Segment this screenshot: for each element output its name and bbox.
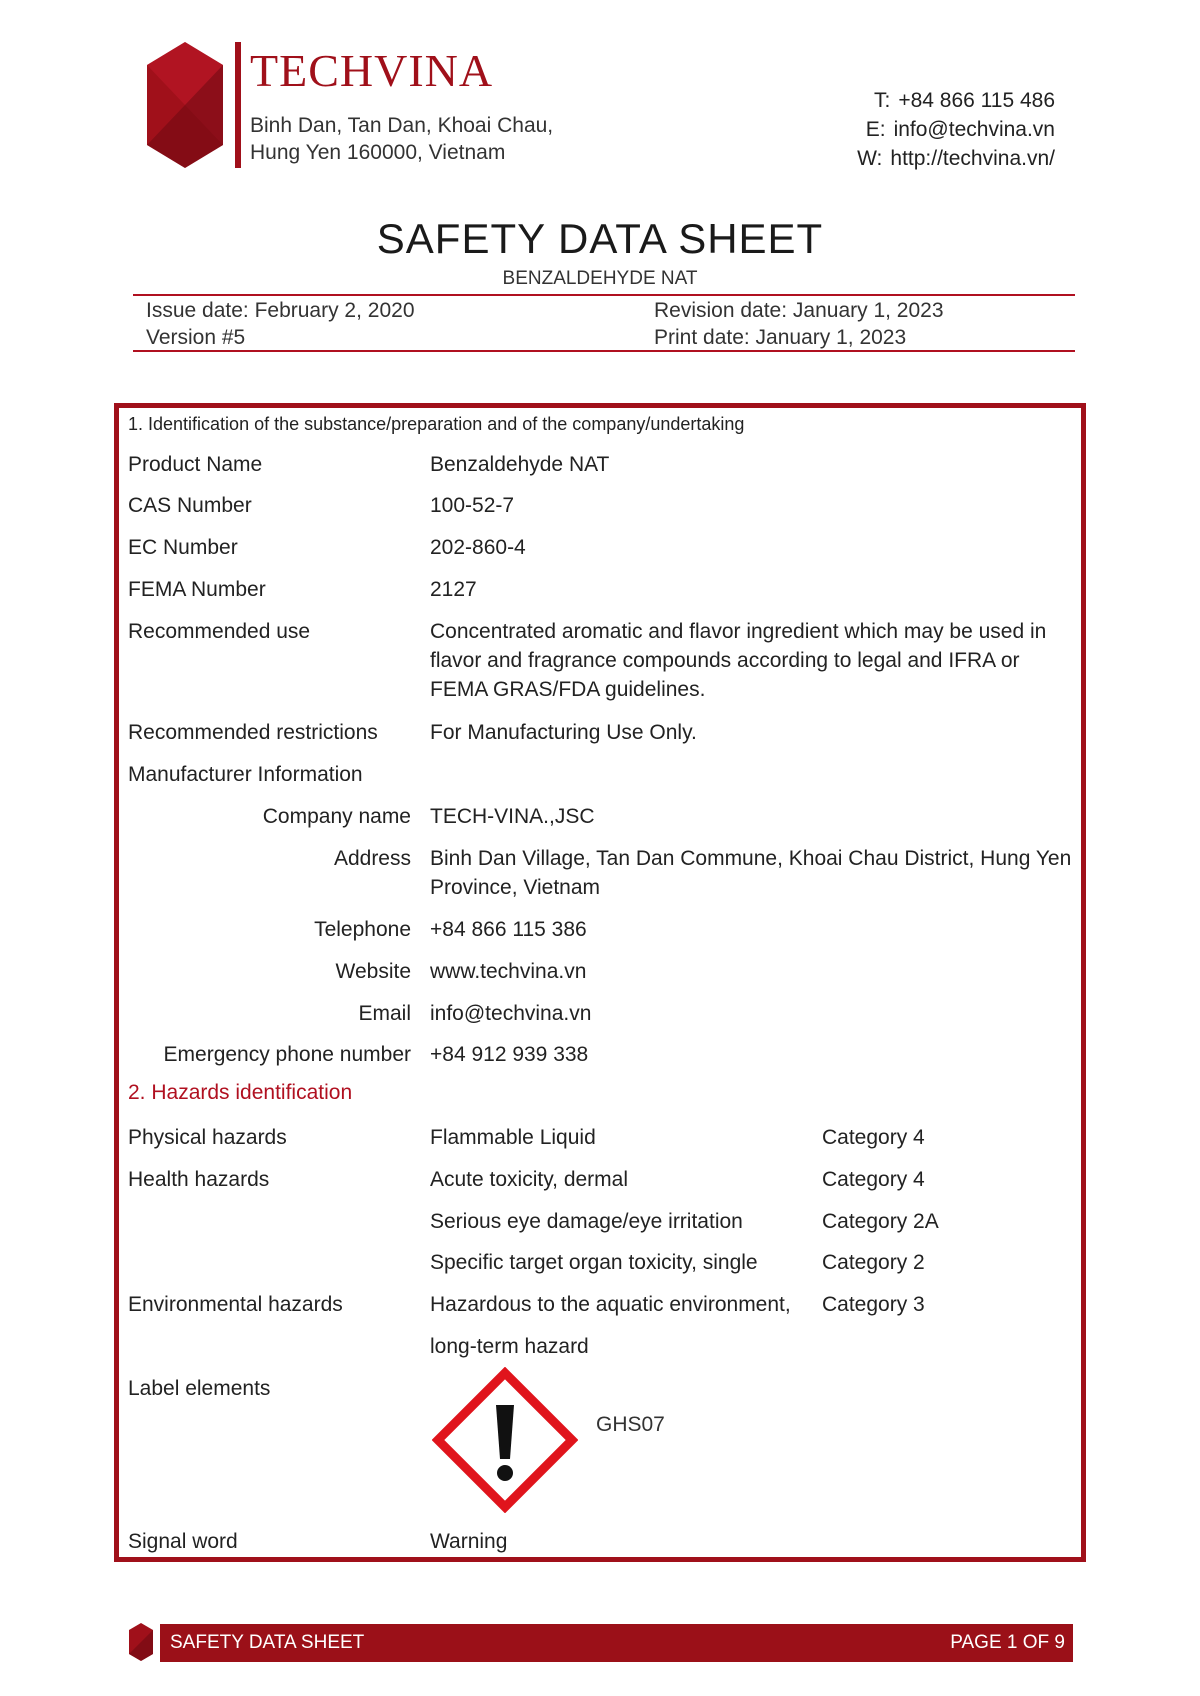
- hazard-eye-irritation: Serious eye damage/eye irritation: [430, 1210, 743, 1233]
- page-number: PAGE 1 OF 9: [950, 1632, 1065, 1653]
- contact-email: [755, 115, 1055, 144]
- recommended-restrictions-label: Recommended restrictions: [128, 721, 378, 744]
- document-subtitle: BENZALDEHYDE NAT: [502, 268, 698, 289]
- physical-hazards-label: Physical hazards: [128, 1126, 287, 1149]
- address-label: Address: [333, 847, 411, 870]
- website-value[interactable]: www.techvina.vn: [430, 960, 587, 983]
- product-name-value: Benzaldehyde NAT: [430, 453, 610, 476]
- address-line-1: Binh Dan, Tan Dan, Khoai Chau,: [250, 114, 554, 137]
- health-hazards-label: Health hazards: [128, 1168, 270, 1191]
- recommended-restrictions-value: For Manufacturing Use Only.: [430, 721, 697, 744]
- revision-date: Revision date: January 1, 2023: [654, 299, 944, 322]
- techvina-logo-icon: [145, 40, 225, 170]
- recommended-use-label: Recommended use: [128, 620, 311, 643]
- contact-website-label: W:: [857, 147, 883, 170]
- emergency-phone-value: +84 912 939 338: [430, 1043, 589, 1066]
- issue-date: Issue date: February 2, 2020: [146, 299, 415, 322]
- section-1-title: 1. Identification of the substance/preparation and of the company/undertaking: [128, 414, 745, 434]
- document-title: SAFETY DATA SHEET: [376, 215, 824, 262]
- contact-email-value[interactable]: info@techvina.vn: [893, 118, 1055, 141]
- email-label: Email: [358, 1002, 411, 1025]
- emergency-phone-label: Emergency phone number: [163, 1043, 411, 1066]
- telephone-value: +84 866 115 386: [430, 918, 587, 941]
- contact-phone-label: T:: [873, 89, 891, 112]
- address-line-2: Hung Yen 160000, Vietnam: [250, 141, 506, 164]
- signal-word-value: Warning: [430, 1530, 508, 1553]
- cas-number-value: 100-52-7: [430, 494, 515, 517]
- email-value[interactable]: info@techvina.vn: [430, 1002, 592, 1025]
- hazard-aquatic-longterm: long-term hazard: [430, 1335, 589, 1358]
- hazard-category: Category 4: [822, 1126, 925, 1149]
- exclamation-mark-diamond-icon: [432, 1367, 578, 1513]
- hazard-aquatic: Hazardous to the aquatic environment,: [430, 1293, 791, 1316]
- section-2-title: 2. Hazards identification: [128, 1081, 353, 1104]
- contact-email-label: E:: [865, 118, 886, 141]
- ec-number-value: 202-860-4: [430, 536, 526, 559]
- website-label: Website: [335, 960, 411, 983]
- hazard-category: Category 2A: [822, 1210, 939, 1233]
- pictogram-code: GHS07: [596, 1413, 665, 1436]
- address-value: Binh Dan Village, Tan Dan Commune, Khoai Chau District, Hung Yen Province, Vietnam: [430, 847, 1072, 899]
- hazard-target-organ: Specific target organ toxicity, single: [430, 1251, 758, 1274]
- footer-title: SAFETY DATA SHEET: [170, 1632, 365, 1653]
- hazard-category: Category 4: [822, 1168, 925, 1191]
- company-name-label: Company name: [262, 805, 411, 828]
- signal-word-label: Signal word: [128, 1530, 238, 1553]
- fema-number-label: FEMA Number: [128, 578, 266, 601]
- header-rule-bottom: [133, 350, 1075, 352]
- hazard-category: Category 2: [822, 1251, 925, 1274]
- print-date: Print date: January 1, 2023: [654, 326, 907, 349]
- company-name-value: TECH-VINA.,JSC: [430, 805, 595, 828]
- product-name-label: Product Name: [128, 453, 263, 476]
- version: Version #5: [146, 326, 246, 349]
- hazard-category: Category 3: [822, 1293, 925, 1316]
- fema-number-value: 2127: [430, 578, 477, 601]
- contact-website-value[interactable]: http://techvina.vn/: [890, 147, 1055, 170]
- footer-logo-icon: [128, 1622, 154, 1662]
- cas-number-label: CAS Number: [128, 494, 252, 517]
- hazard-acute-toxicity: Acute toxicity, dermal: [430, 1168, 629, 1191]
- company-address: [250, 112, 553, 166]
- label-elements-label: Label elements: [128, 1377, 271, 1400]
- hazard-flammable-liquid: Flammable Liquid: [430, 1126, 596, 1149]
- contact-block: [755, 86, 1055, 173]
- manufacturer-info-label: Manufacturer Information: [128, 763, 363, 786]
- recommended-use-value: Concentrated aromatic and flavor ingredient which may be used in flavor and fragrance compounds according to legal and IFRA or FEMA GRAS/FDA guidelines.: [430, 620, 1047, 701]
- contact-website: [755, 144, 1055, 173]
- company-brand: TECHVINA: [250, 45, 494, 96]
- logo-divider: [235, 42, 241, 168]
- ec-number-label: EC Number: [128, 536, 238, 559]
- telephone-label: Telephone: [314, 918, 411, 941]
- contact-phone-value: +84 866 115 486: [898, 89, 1055, 112]
- header-rule-top: [133, 294, 1075, 296]
- environmental-hazards-label: Environmental hazards: [128, 1293, 343, 1316]
- contact-phone: [755, 86, 1055, 115]
